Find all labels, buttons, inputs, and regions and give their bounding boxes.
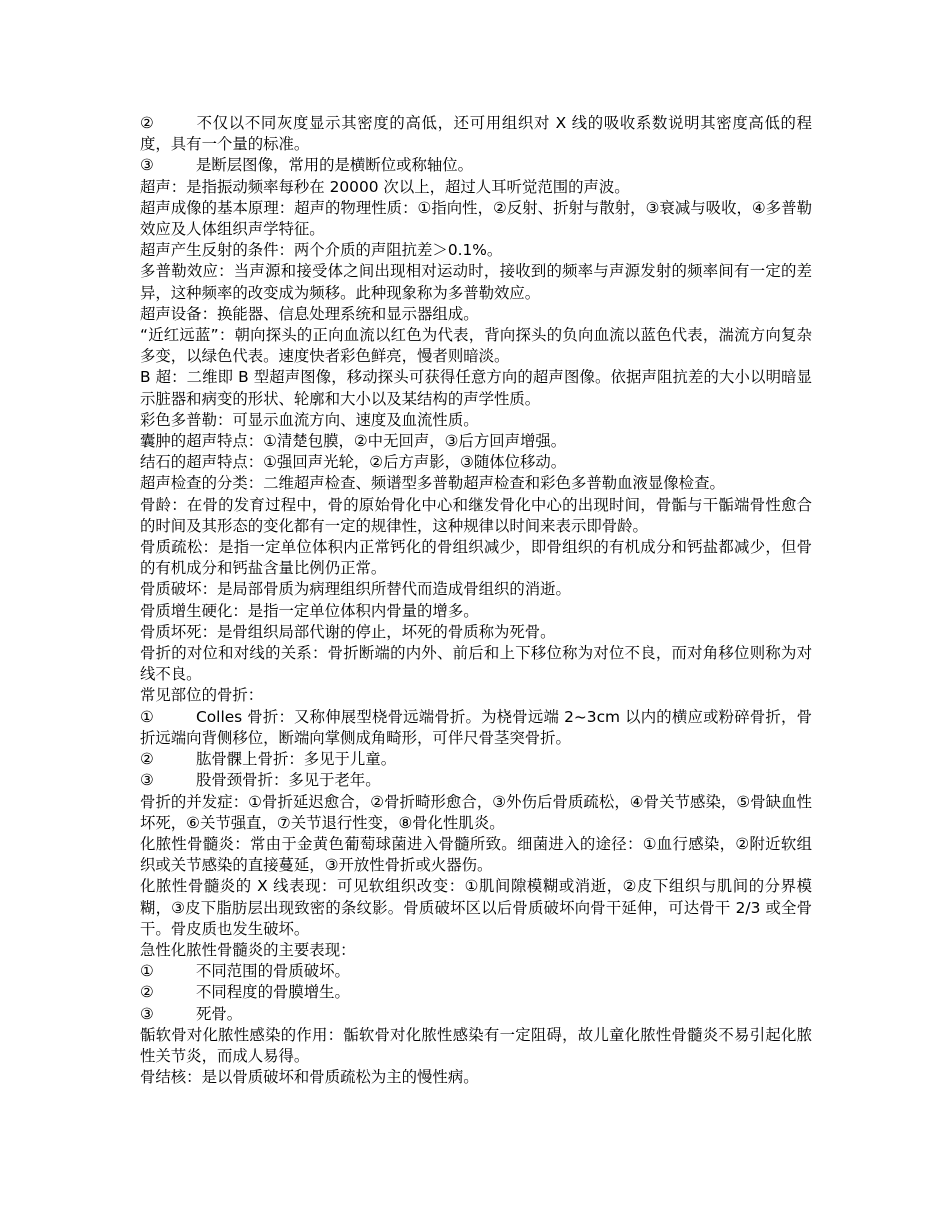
paragraph: 骺软骨对化脓性感染的作用：骺软骨对化脓性感染有一定阻碍，故儿童化脓性骨髓炎不易引起化脓性关节炎，而成人易得。 xyxy=(140,1025,812,1065)
numbered-item xyxy=(140,1004,812,1025)
numbered-item xyxy=(140,770,812,791)
paragraph: 超声：是指振动频率每秒在 20000 次以上，超过人耳听觉范围的声波。 xyxy=(140,177,630,196)
paragraph: 骨龄：在骨的发育过程中，骨的原始骨化中心和继发骨化中心的出现时间，骨骺与干骺端骨性愈合的时间及其形态的变化都有一定的规律性，这种规律以时间来表示即骨龄。 xyxy=(140,495,812,535)
item-text: 不仅以不同灰度显示其密度的高低，还可用组织对 X 线的吸收系数说明其密度高低的程度，具有一个量的标准。 xyxy=(140,114,812,154)
paragraph: 超声设备：换能器、信息处理系统和显示器组成。 xyxy=(140,304,479,323)
numbered-item xyxy=(140,707,812,749)
paragraph: 急性化脓性骨髓炎的主要表现： xyxy=(140,940,356,959)
document-body xyxy=(140,113,812,1088)
paragraph: 超声成像的基本原理：超声的物理性质：①指向性，②反射、折射与散射，③衰减与吸收，④多普勒效应及人体组织声学特征。 xyxy=(140,198,812,239)
paragraph: 超声产生反射的条件：两个介质的声阻抗差＞0.1%。 xyxy=(140,241,503,260)
paragraph: 骨折的对位和对线的关系：骨折断端的内外、前后和上下移位称为对位不良，而对角移位则称为对线不良。 xyxy=(140,644,812,684)
numbered-item xyxy=(140,155,812,176)
paragraph: 常见部位的骨折： xyxy=(140,686,264,705)
numbered-item xyxy=(140,113,812,155)
item-number: ② xyxy=(140,750,154,769)
item-number: ③ xyxy=(140,771,154,790)
paragraph: 化脓性骨髓炎：常由于金黄色葡萄球菌进入骨髓所致。细菌进入的途径：①血行感染，②附近软组织或关节感染的直接蔓延，③开放性骨折或火器伤。 xyxy=(140,834,812,875)
item-number: ② xyxy=(140,983,154,1002)
paragraph: 骨质破坏：是局部骨质为病理组织所替代而造成骨组织的消逝。 xyxy=(140,580,571,599)
paragraph: 结石的超声特点：①强回声光轮，②后方声影，③随体位移动。 xyxy=(140,453,567,472)
paragraph: 骨质疏松：是指一定单位体积内正常钙化的骨组织减少，即骨组织的有机成分和钙盐都减少，但骨的有机成分和钙盐含量比例仍正常。 xyxy=(140,538,812,578)
item-text: 死骨。 xyxy=(196,1004,243,1023)
paragraph: 骨结核：是以骨质破坏和骨质疏松为主的慢性病。 xyxy=(140,1068,479,1087)
paragraph: 骨质增生硬化：是指一定单位体积内骨量的增多。 xyxy=(140,601,479,620)
numbered-item xyxy=(140,961,812,982)
item-text: 肱骨髁上骨折：多见于儿童。 xyxy=(196,750,397,769)
item-number: ② xyxy=(140,114,154,132)
paragraph: 多普勒效应：当声源和接受体之间出现相对运动时，接收到的频率与声源发射的频率间有一定的差异，这种频率的改变成为频移。此种现象称为多普勒效应。 xyxy=(140,262,812,302)
paragraph: 彩色多普勒：可显示血流方向、速度及血流性质。 xyxy=(140,410,479,429)
item-number: ③ xyxy=(140,1004,154,1023)
numbered-item xyxy=(140,982,812,1003)
item-text: 不同范围的骨质破坏。 xyxy=(196,962,350,981)
numbered-item xyxy=(140,749,812,770)
item-number: ① xyxy=(140,707,154,726)
paragraph: B 超：二维即 B 型超声图像，移动探头可获得任意方向的超声图像。依据声阻抗差的大小以明暗显示脏器和病变的形状、轮廓和大小以及某结构的声学性质。 xyxy=(140,368,812,408)
paragraph: 超声检查的分类：二维超声检查、频谱型多普勒超声检查和彩色多普勒血液显像检查。 xyxy=(140,474,725,493)
item-number: ① xyxy=(140,962,154,981)
paragraph: 囊肿的超声特点：①清楚包膜，②中无回声，③后方回声增强。 xyxy=(140,432,567,451)
item-text: Colles 骨折：又称伸展型桡骨远端骨折。为桡骨远端 2~3cm 以内的横应或粉碎骨折，骨折远端向背侧移位，断端向掌侧成角畸形，可伴尺骨茎突骨折。 xyxy=(140,707,812,747)
item-text: 是断层图像，常用的是横断位或称轴位。 xyxy=(196,156,474,175)
item-text: 不同程度的骨膜增生。 xyxy=(196,983,350,1002)
item-number: ③ xyxy=(140,156,154,175)
paragraph: “近红远蓝”：朝向探头的正向血流以红色为代表，背向探头的负向血流以蓝色代表，湍流方向复杂多变，以绿色代表。速度快者彩色鲜亮，慢者则暗淡。 xyxy=(140,326,812,366)
paragraph: 骨折的并发症：①骨折延迟愈合，②骨折畸形愈合，③外伤后骨质疏松，④骨关节感染，⑤骨缺血性坏死，⑥关节强直，⑦关节退行性变，⑧骨化性肌炎。 xyxy=(140,792,812,832)
paragraph: 骨质坏死：是骨组织局部代谢的停止，坏死的骨质称为死骨。 xyxy=(140,622,556,641)
paragraph: 化脓性骨髓炎的 X 线表现：可见软组织改变：①肌间隙模糊或消逝，②皮下组织与肌间的分界模糊，③皮下脂肪层出现致密的条纹影。骨质破坏区以后骨质破坏向骨干延伸，可达骨干 2/3 或全骨干。骨皮质也发生破坏。 xyxy=(140,877,812,938)
item-text: 股骨颈骨折：多见于老年。 xyxy=(196,771,381,790)
